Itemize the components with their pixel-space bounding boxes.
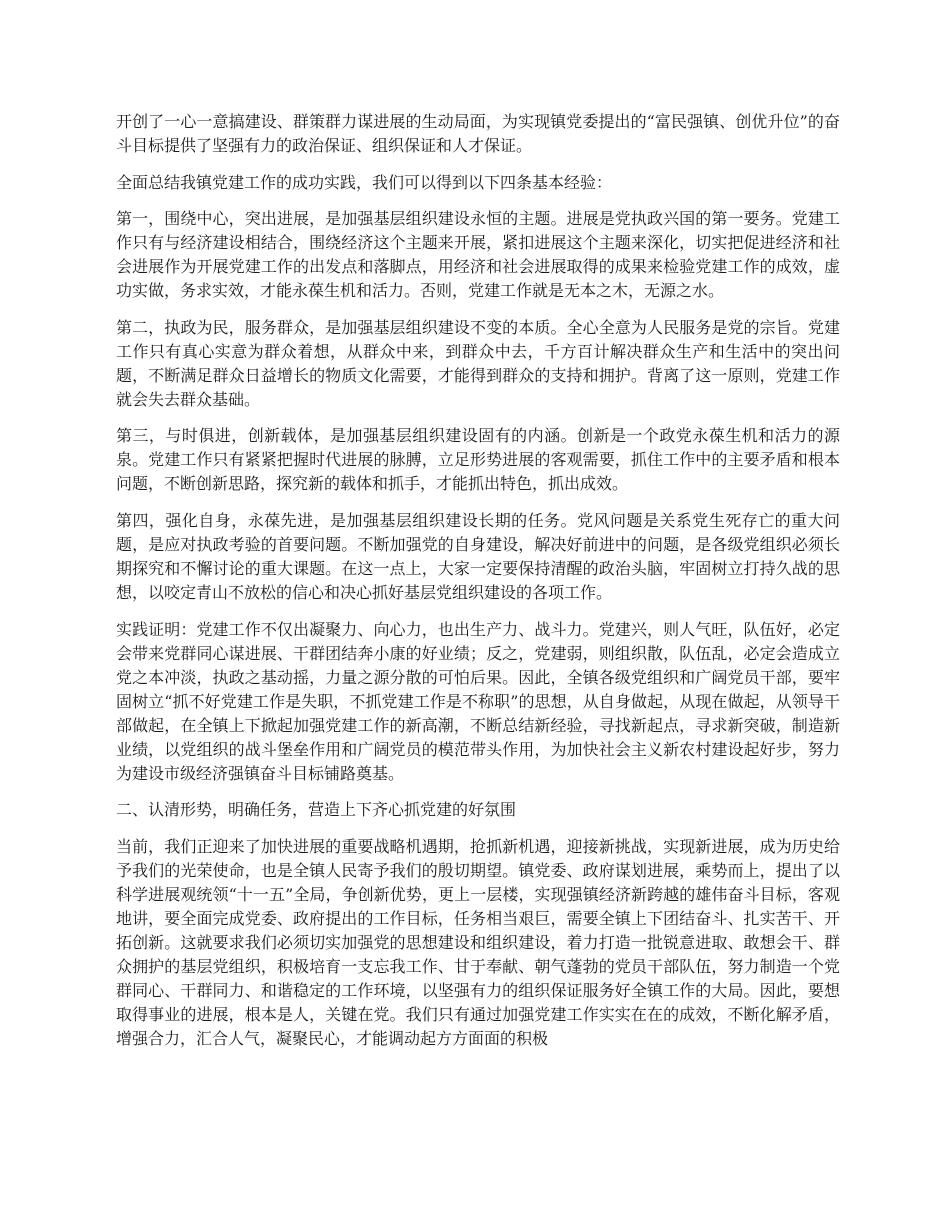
- document-page: [116, 110, 840, 1051]
- paragraph-current-situation: 当前，我们正迎来了加快进展的重要战略机遇期，抢抓新机遇，迎接新挑战，实现新进展，成为历史给予我们的光荣使命，也是全镇人民寄予我们的殷切期望。镇党委、政府谋划进展，乘势而上，提出了以科学进展观统领“十一五”全局，争创新优势，更上一层楼，实现强镇经济新跨越的雄伟奋斗目标，客观地讲，要全面完成党委、政府提出的工作目标，任务相当艰巨，需要全镇上下团结奋斗、扎实苦干、开拓创新。这就要求我们必须切实加强党的思想建设和组织建设，着力打造一批锐意进取、敢想会干、群众拥护的基层党组织，积极培育一支忘我工作、甘于奉献、朝气蓬勃的党员干部队伍，努力制造一个党群同心、干群同力、和谐稳定的工作环境，以坚强有力的组织保证服务好全镇工作的大局。因此，要想取得事业的进展，根本是人，关键在党。我们只有通过加强党建工作实实在在的成效，不断化解矛盾，增强合力，汇合人气，凝聚民心，才能调动起方方面面的积极: [116, 836, 840, 1048]
- paragraph-practice-proof: 实践证明：党建工作不仅出凝聚力、向心力，也出生产力、战斗力。党建兴，则人气旺，队伍好，必定会带来党群同心谋进展、干群团结奔小康的好业绩；反之，党建弱，则组织散，队伍乱，必定会造成立党之本冲淡，执政之基动摇，力量之源分散的可怕后果。因此，全镇各级党组织和广阔党员干部，要牢固树立“抓不好党建工作是失职，不抓党建工作是不称职”的思想，从自身做起，从现在做起，从领导干部做起，在全镇上下掀起加强党建工作的新高潮，不断总结新经验，寻找新起点，寻求新突破，制造新业绩，以党组织的战斗堡垒作用和广阔党员的模范带头作用，为加快社会主义新农村建设起好步，努力为建设市级经济强镇奋斗目标铺路奠基。: [116, 619, 840, 783]
- section-heading-2: 二、认清形势，明确任务，营造上下齐心抓党建的好氛围: [116, 800, 517, 820]
- paragraph-experience-3: 第三，与时俱进，创新载体，是加强基层组织建设固有的内涵。创新是一个政党永葆生机和活力的源泉。党建工作只有紧紧把握时代进展的脉膊，立足形势进展的客观需要，抓住工作中的主要矛盾和根本问题，不断创新思路，探究新的载体和抓手，才能抓出特色，抓出成效。: [116, 426, 840, 494]
- paragraph-intro-continuation: 开创了一心一意搞建设、群策群力谋进展的生动局面，为实现镇党委提出的“富民强镇、创优升位”的奋斗目标提供了坚强有力的政治保证、组织保证和人才保证。: [116, 112, 840, 155]
- paragraph-experience-2: 第二，执政为民，服务群众，是加强基层组织建设不变的本质。全心全意为人民服务是党的宗旨。党建工作只有真心实意为群众着想，从群众中来，到群众中去，千方百计解决群众生产和生活中的突出问题，不断满足群众日益增长的物质文化需要，才能得到群众的支持和拥护。背离了这一原则，党建工作就会失去群众基础。: [116, 317, 840, 409]
- paragraph-summary-lead: 全面总结我镇党建工作的成功实践，我们可以得到以下四条基本经验：: [116, 172, 613, 192]
- paragraph-experience-1: 第一，围绕中心，突出进展，是加强基层组织建设永恒的主题。进展是党执政兴国的第一要务。党建工作只有与经济建设相结合，围绕经济这个主题来开展，紧扣进展这个主题来深化，切实把促进经济和社会进展作为开展党建工作的出发点和落脚点，用经济和社会进展取得的成果来检验党建工作的成效，虚功实做，务求实效，才能永葆生机和活力。否则，党建工作就是无本之木，无源之水。: [116, 209, 840, 301]
- paragraph-experience-4: 第四，强化自身，永葆先进，是加强基层组织建设长期的任务。党风问题是关系党生死存亡的重大问题，是应对执政考验的首要问题。不断加强党的自身建设，解决好前进中的问题，是各级党组织必须长期探究和不懈讨论的重大课题。在这一点上，大家一定要保持清醒的政治头脑，牢固树立打持久战的思想，以咬定青山不放松的信心和决心抓好基层党组织建设的各项工作。: [116, 510, 840, 602]
